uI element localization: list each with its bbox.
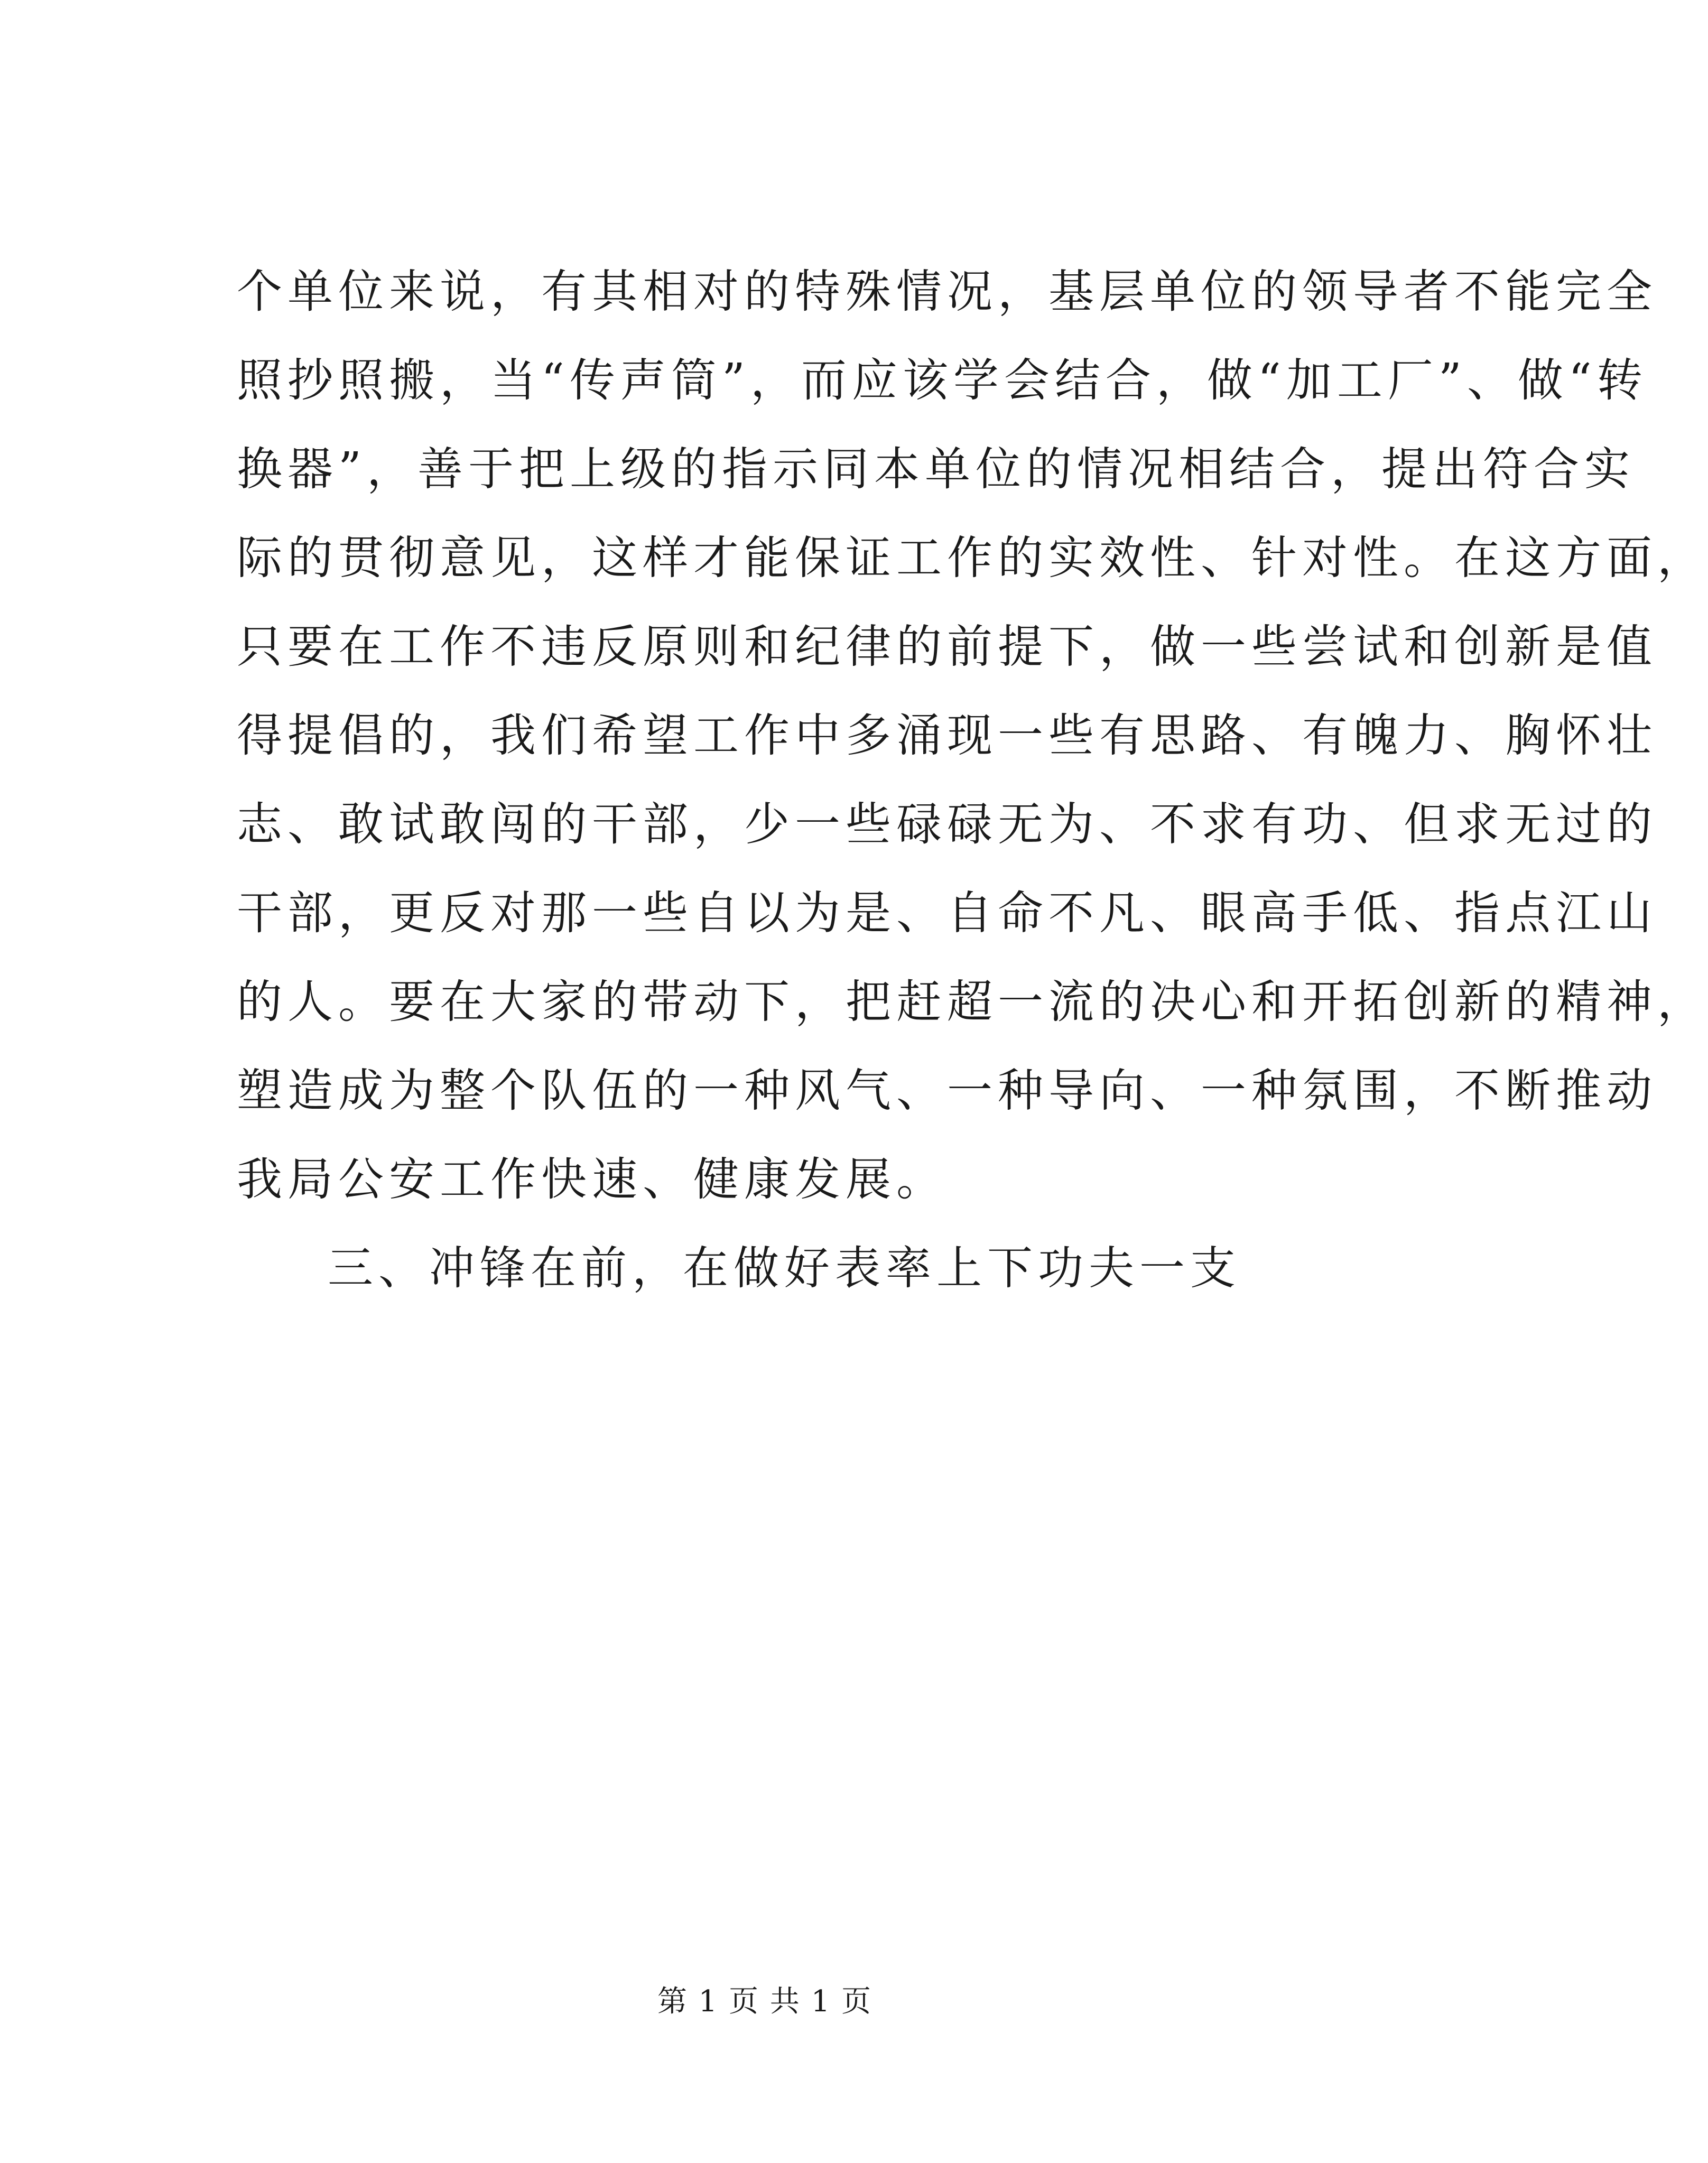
paragraph-line: 的人。要在大家的带动下，把赶超一流的决心和开拓创新的精神， xyxy=(237,976,1708,1028)
paragraph-line: 际的贯彻意见，这样才能保证工作的实效性、针对性。在这方面， xyxy=(237,532,1708,584)
paragraph-line: 干部，更反对那一些自以为是、自命不凡、眼高手低、指点江山 xyxy=(237,887,1657,940)
paragraph-line: 志、敢试敢闯的干部，少一些碌碌无为、不求有功、但求无过的 xyxy=(237,798,1657,851)
paragraph-line: 个单位来说，有其相对的特殊情况，基层单位的领导者不能完全 xyxy=(237,265,1657,318)
section-heading: 三、冲锋在前，在做好表率上下功夫一支 xyxy=(328,1242,1241,1295)
paragraph-line: 只要在工作不违反原则和纪律的前提下，做一些尝试和创新是值 xyxy=(237,620,1657,673)
body-text xyxy=(237,247,1708,1313)
paragraph-line: 照抄照搬，当“传声筒”，而应该学会结合，做“加工厂”、做“转 xyxy=(237,354,1648,407)
paragraph-line: 塑造成为整个队伍的一种风气、一种导向、一种氛围，不断推动 xyxy=(237,1064,1657,1117)
paragraph-line: 换器”，善于把上级的指示同本单位的情况相结合，提出符合实 xyxy=(237,443,1635,496)
paragraph-line: 我局公安工作快速、健康发展。 xyxy=(237,1153,947,1206)
page-footer: 第 1 页 共 1 页 xyxy=(657,1984,872,2019)
paragraph-line: 得提倡的，我们希望工作中多涌现一些有思路、有魄力、胸怀壮 xyxy=(237,709,1657,762)
